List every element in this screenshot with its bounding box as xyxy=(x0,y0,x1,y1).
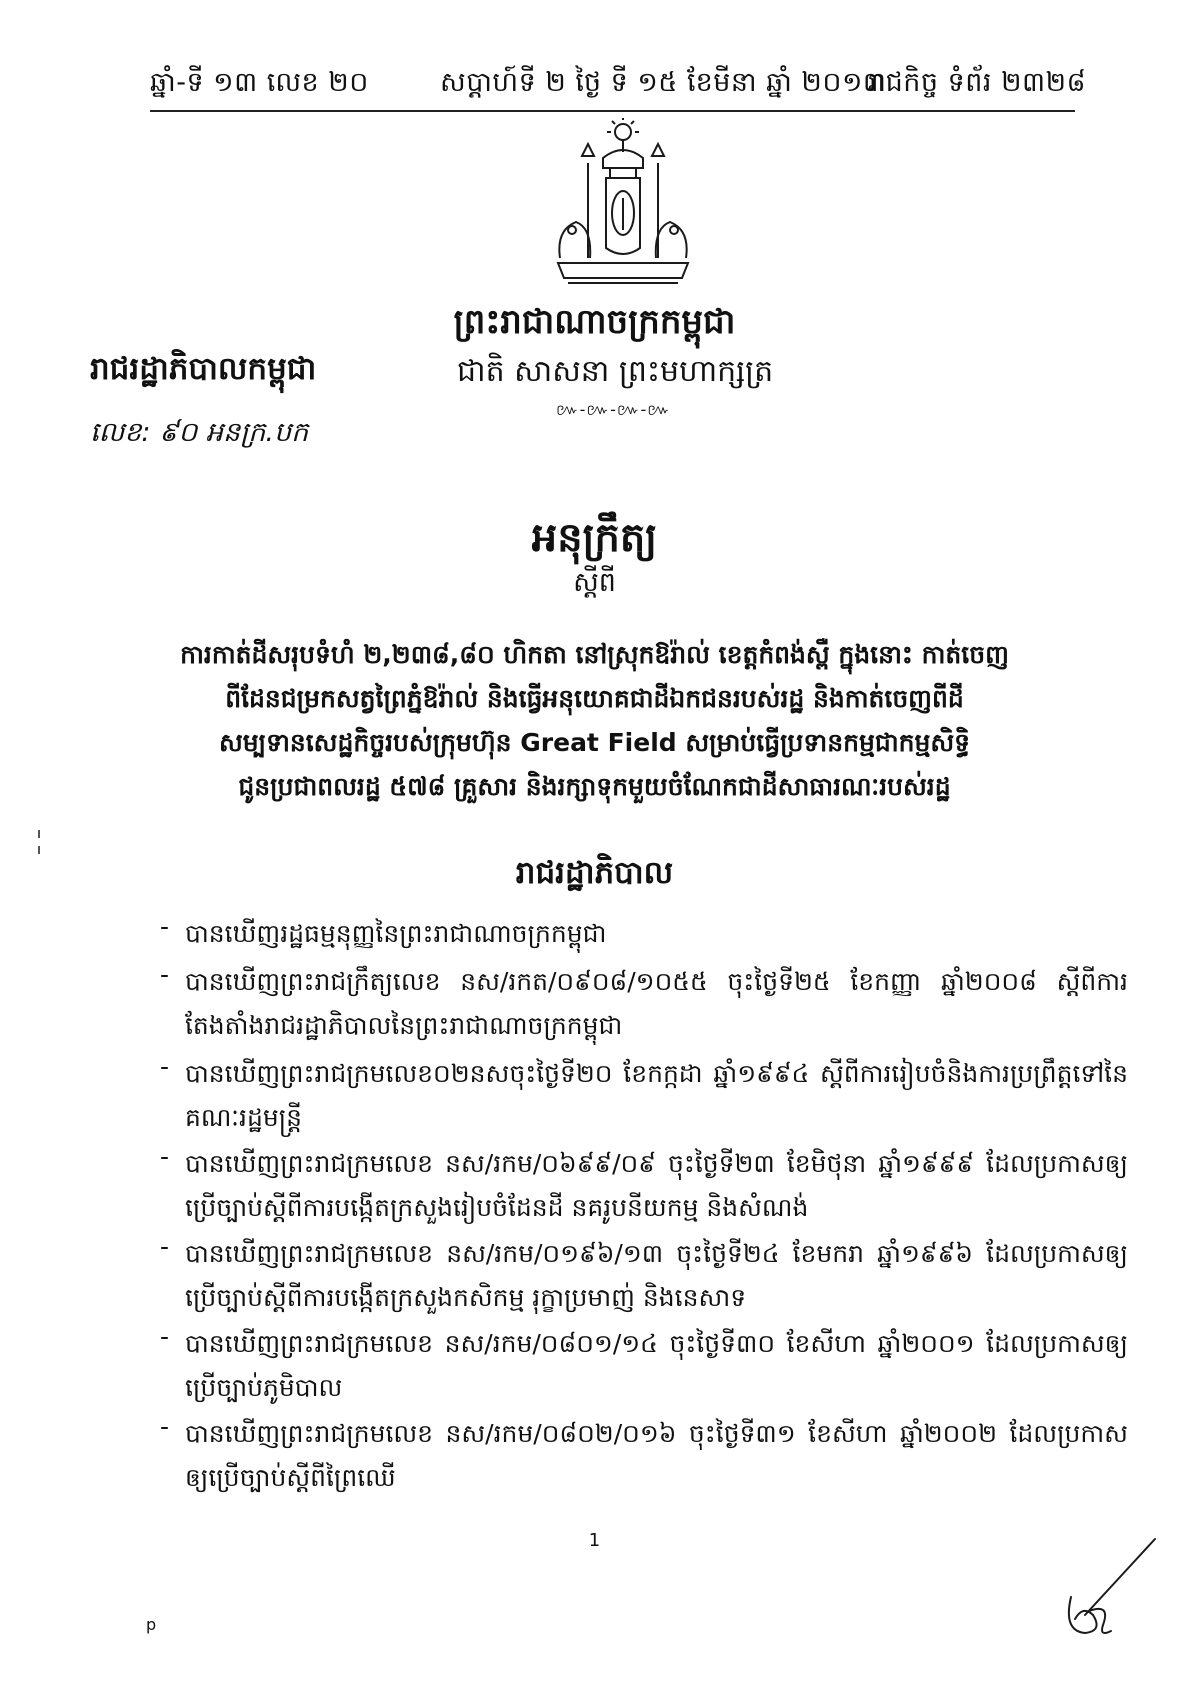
title-line: ការកាត់ដីសរុបទំហំ ២,២៣៨,៨០ ហិកតា នៅស្រុកឱរ៉ាល់ ខេត្តកំពង់ស្ពឺ ក្នុងនោះ កាត់ចេញ xyxy=(180,640,1009,669)
gazette-date: សប្តាហ៍ទី ២ ថ្ងៃ ទី ១៥ ខែមីនា ឆ្នាំ ២០១៣ xyxy=(440,67,887,98)
list-item-text: បានឃើញរដ្ឋធម្មនុញ្ញនៃព្រះរាជាណាចក្រកម្ពុជា xyxy=(185,919,607,948)
signature-initials-icon xyxy=(1045,1535,1165,1645)
list-dash: - xyxy=(160,1322,170,1351)
section-heading: រាជរដ្ឋាភិបាល xyxy=(515,855,674,891)
margin-mark xyxy=(38,846,40,854)
list-item-text: បានឃើញព្រះរាជក្រមលេខ នស/រកម/០៨០២/០១៦ ចុះថ្ងៃទី៣១ ខែសីហា ឆ្នាំ២០០២ ដែលប្រកាសឲ្យប្រើច្បាប់ស្តីពីព្រៃឈើ xyxy=(185,1419,1128,1492)
title-line: ជូនប្រជាពលរដ្ឋ ៥៧៨ គ្រួសារ និងរក្សាទុកមួយចំណែកជាដីសាធារណៈរបស់រដ្ឋ xyxy=(238,772,951,801)
list-item-text: បានឃើញព្រះរាជក្រមលេខ០២នសចុះថ្ងៃទី២០ ខែកក្កដា ឆ្នាំ១៩៩៤ ស្តីពីការរៀបចំនិងការប្រព្រឹត្តទៅនៃគណៈរដ្ឋមន្ត្រី xyxy=(185,1059,1128,1132)
list-item-text: បានឃើញព្រះរាជក្រមលេខ នស/រកម/០១៩៦/១៣ ចុះថ្ងៃទី២៤ ខែមករា ឆ្នាំ១៩៩៦ ដែលប្រកាសឲ្យប្រើច្បាប់ស្តីពីការបង្កើតក្រសួងកសិកម្ម រុក្ខាប្រមាញ់ និងនេសាទ xyxy=(185,1239,1128,1312)
list-item-text: បានឃើញព្រះរាជក្រឹត្យលេខ នស/រកត/០៩០៨/១០៥៥ ចុះថ្ងៃទី២៥ ខែកញ្ញា ឆ្នាំ២០០៨ ស្តីពីការតែងតាំងរាជរដ្ឋាភិបាលនៃព្រះរាជាណាចក្រកម្ពុជា xyxy=(185,967,1128,1040)
national-motto: ជាតិ សាសនា ព្រះមហាក្សត្រ xyxy=(457,354,774,389)
motto-ornament: ៚-៚-៚-៚ xyxy=(556,400,671,419)
margin-mark xyxy=(38,830,40,838)
list-dash: - xyxy=(160,960,170,989)
document-about: ស្តីពី xyxy=(573,567,616,598)
title-line: ពីដែនជម្រកសត្វព្រៃភ្នំឱរ៉ាល់ និងធ្វើអនុយោគជាដីឯកជនរបស់រដ្ឋ និងកាត់ចេញពីដី xyxy=(225,684,964,713)
list-dash: - xyxy=(160,1232,170,1261)
kingdom-name: ព្រះរាជាណាចក្រកម្ពុជា xyxy=(453,302,736,342)
gazette-year-issue: ឆ្នាំ-ទី ១៣ លេខ ២០ xyxy=(150,67,369,98)
list-dash: - xyxy=(160,1412,170,1441)
decree-reference-number: លេខ: ៩០ អនក្រ.បក xyxy=(90,417,309,448)
corner-mark: p xyxy=(146,1615,157,1634)
royal-coat-of-arms-icon xyxy=(548,118,698,293)
gazette-page-ref: រាជកិច្ច ទំព័រ ២៣២៨ xyxy=(868,67,1087,98)
list-item-text: បានឃើញព្រះរាជក្រមលេខ នស/រកម/០៦៩៩/០៩ ចុះថ្ងៃទី២៣ ខែមិថុនា ឆ្នាំ១៩៩៩ ដែលប្រកាសឲ្យប្រើច្បាប់ស្តីពីការបង្កើតក្រសួងរៀបចំដែនដី នគរូបនីយកម្ម និងសំណង់ xyxy=(185,1149,1128,1222)
list-dash: - xyxy=(160,912,170,941)
document-type: អនុក្រឹត្យ xyxy=(531,515,658,561)
list-item-text: បានឃើញព្រះរាជក្រមលេខ នស/រកម/០៨០១/១៤ ចុះថ្ងៃទី៣០ ខែសីហា ឆ្នាំ២០០១ ដែលប្រកាសឲ្យប្រើច្បាប់ភូមិបាល xyxy=(185,1329,1128,1402)
header-rule xyxy=(150,110,1075,112)
list-dash: - xyxy=(160,1052,170,1081)
list-dash: - xyxy=(160,1142,170,1171)
title-line: សម្បទានសេដ្ឋកិច្ចរបស់ក្រុមហ៊ុន Great Field សម្រាប់ធ្វើប្រទានកម្មជាកម្មសិទ្ធិ xyxy=(218,728,971,757)
government-name: រាជរដ្ឋាភិបាលកម្ពុជា xyxy=(90,351,317,387)
page-number: 1 xyxy=(588,1530,601,1551)
